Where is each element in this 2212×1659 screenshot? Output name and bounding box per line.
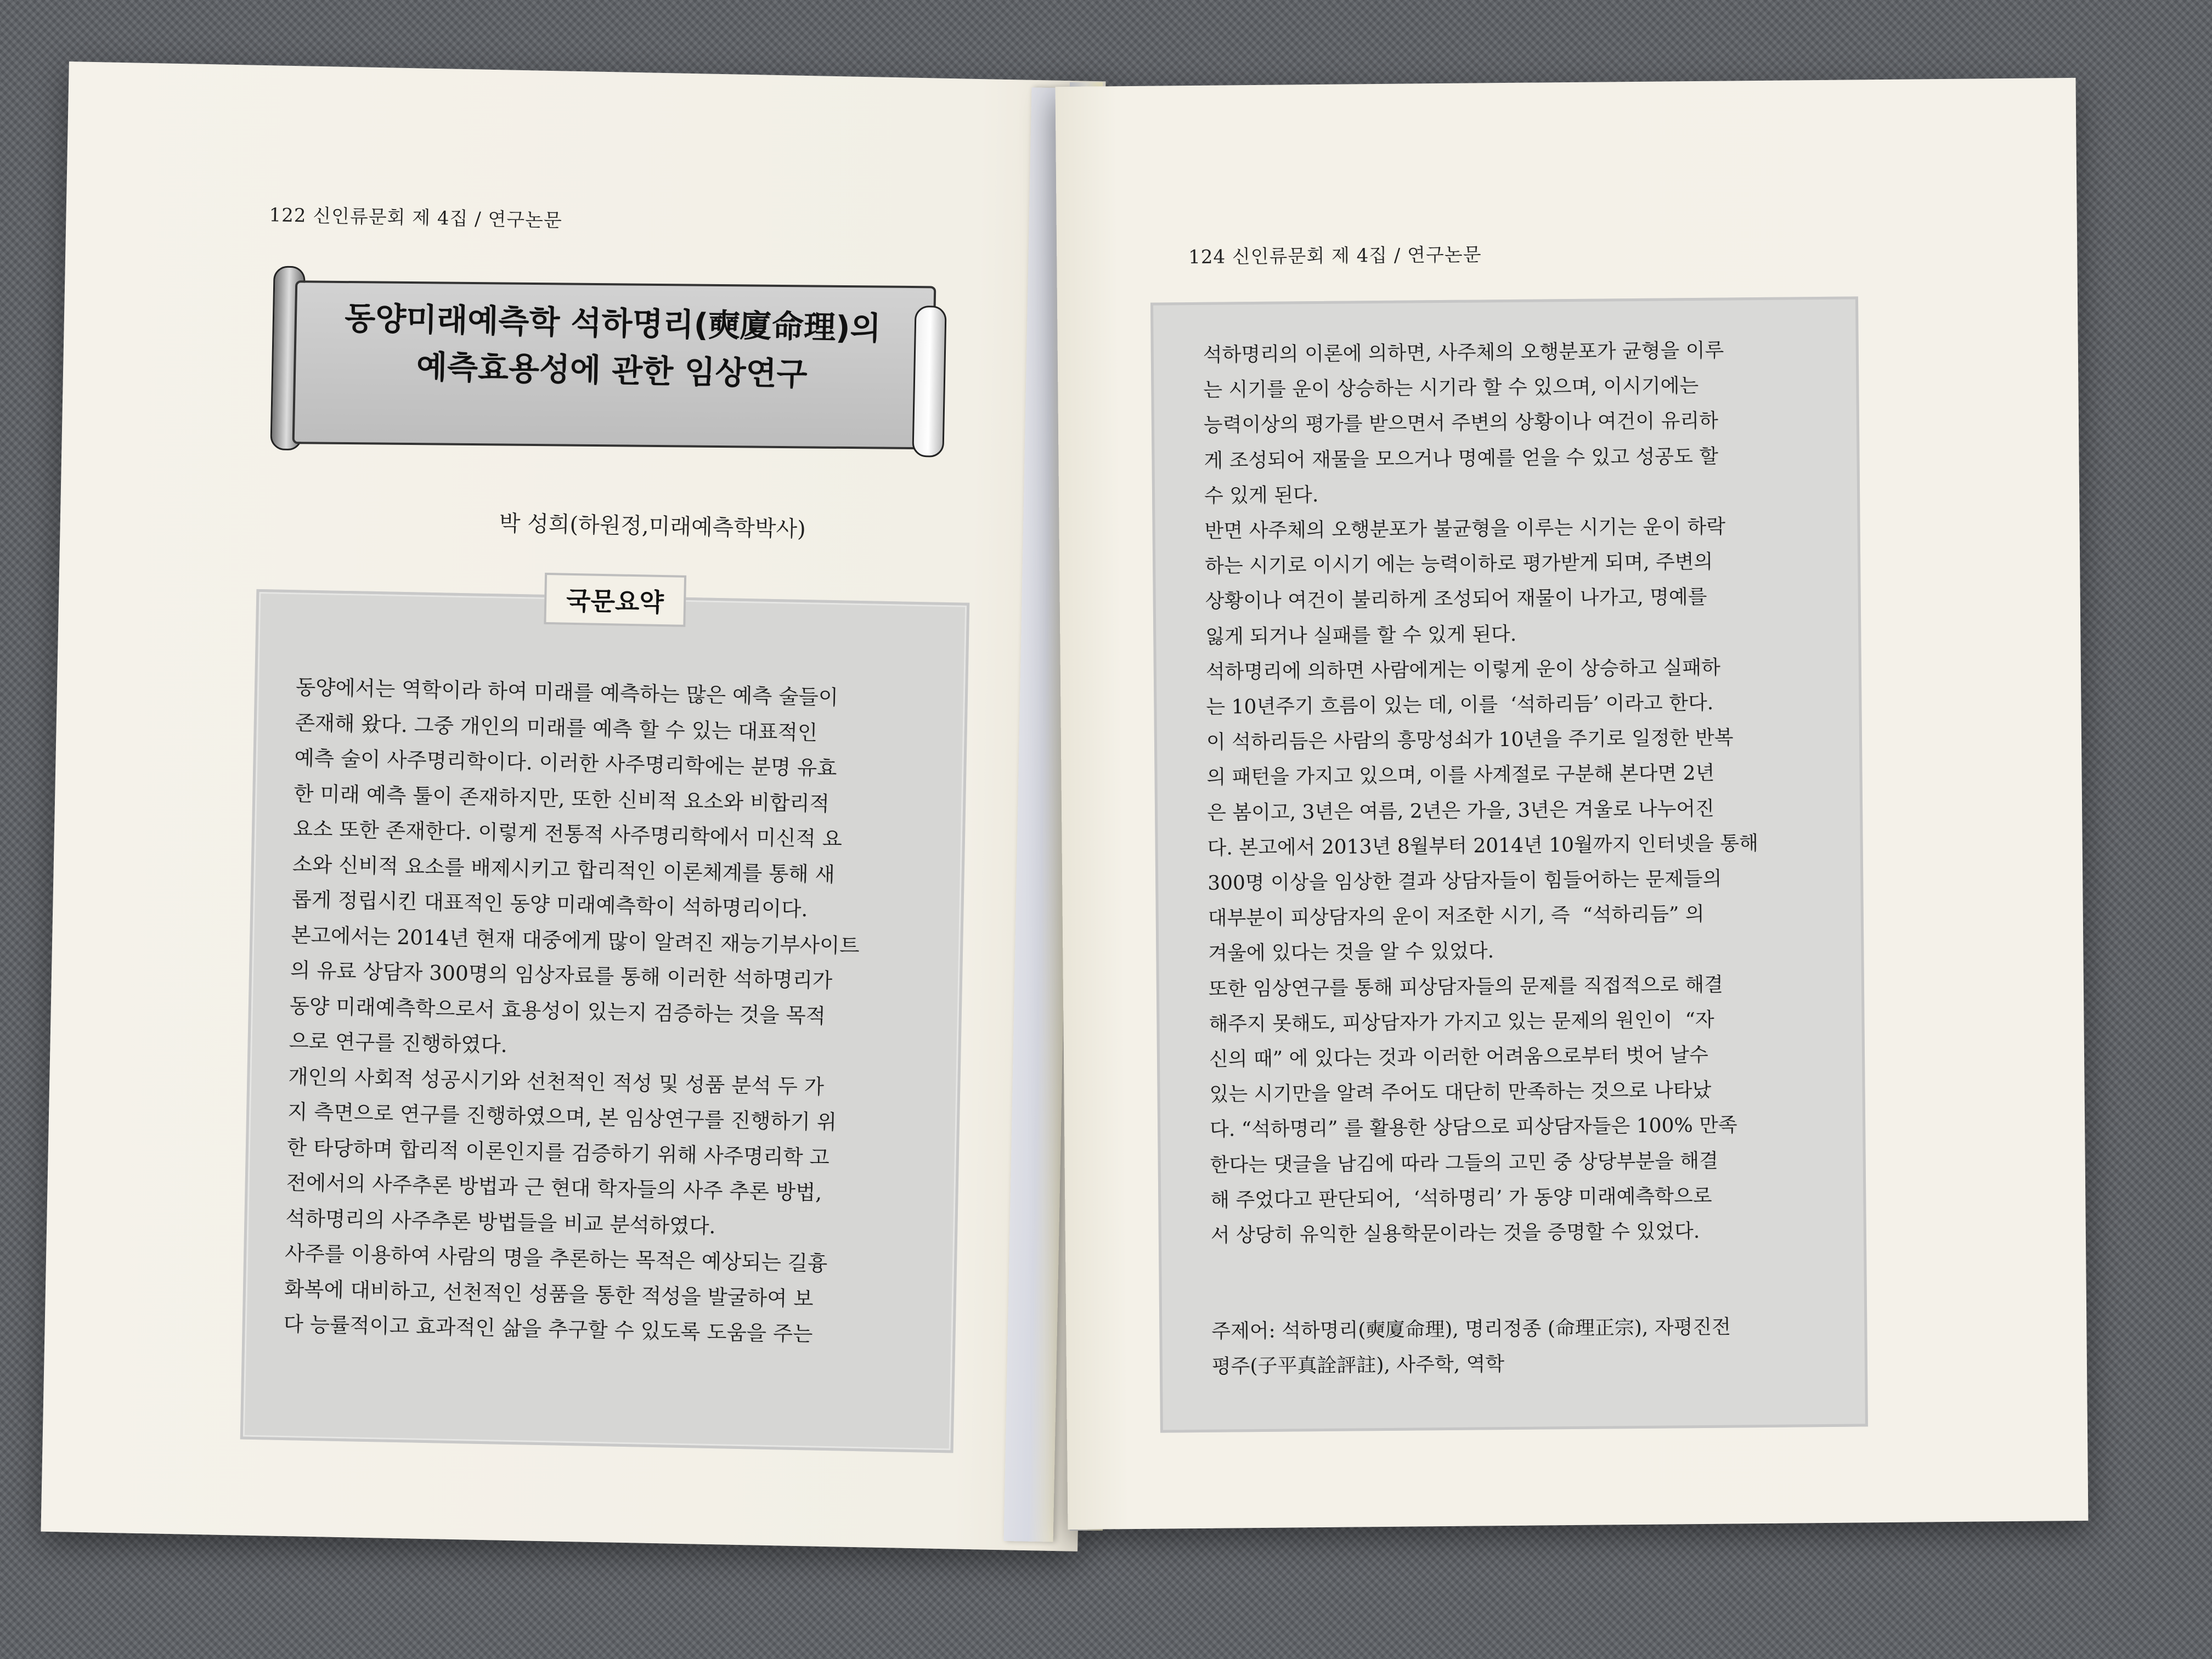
text-line: 하는 시기로 이시기 에는 능력이하로 평가받게 되며, 주변의: [1205, 550, 1713, 578]
abstract-text: [283, 669, 865, 1352]
text-line: 으로 연구를 진행하였다.: [289, 1029, 508, 1057]
abstract-label: 국문요약: [544, 573, 686, 627]
text-line: 전에서의 사주추론 방법과 근 현대 학자들의 사주 추론 방법,: [286, 1170, 822, 1205]
text-line: 화복에 대비하고, 선천적인 성품을 통한 적성을 발굴하여 보: [284, 1276, 814, 1311]
text-line: 서 상당히 유익한 실용학문이라는 것을 증명할 수 있었다.: [1210, 1220, 1700, 1247]
text-line: 대부분이 피상담자의 운이 저조한 시기, 즉 “석하리듬” 의: [1207, 903, 1705, 930]
text-line: 한다는 댓글을 남김에 따라 그들의 고민 중 상당부분을 해결: [1210, 1149, 1719, 1177]
text-line: 지 측면으로 연구를 진행하였으며, 본 임상연구를 진행하기 위: [287, 1099, 837, 1135]
text-line: 주제어: 석하명리(奭廈命理), 명리정종 (命理正宗), 자평진전: [1211, 1316, 1731, 1343]
text-line: 이 석하리듬은 사람의 흥망성쇠가 10년을 주기로 일정한 반복: [1206, 726, 1734, 754]
text-line: 게 조성되어 재물을 모으거나 명예를 얻을 수 있고 성공도 할: [1204, 445, 1719, 472]
text-line: 의 패턴을 가지고 있으며, 이를 사계절로 구분해 본다면 2년: [1206, 762, 1715, 789]
running-head-right: 124 신인류문회 제 4집 / 연구논문: [1188, 244, 1482, 269]
text-line: 롭게 정립시킨 대표적인 동양 미래예측학이 석하명리이다.: [291, 887, 808, 922]
body-text: [1203, 333, 1762, 1254]
text-line: 본고에서는 2014년 현재 대중에게 많이 알려진 재능기부사이트: [290, 922, 860, 958]
text-line: 다. “석하명리” 를 활용한 상담으로 피상담자들은 100% 만족: [1209, 1114, 1737, 1142]
text-line: 한 타당하며 합리적 이론인지를 검증하기 위해 사주명리학 고: [286, 1135, 830, 1170]
scroll-roll-right: [912, 306, 946, 458]
text-line: 평주(子平真詮評註), 사주학, 역학: [1211, 1353, 1505, 1378]
text-line: 소와 신비적 요소를 배제시키고 합리적인 이론체계를 통해 새: [292, 851, 836, 887]
text-line: 석하명리에 의하면 사람에게는 이렇게 운이 상승하고 실패하: [1205, 656, 1721, 684]
text-line: 수 있게 된다.: [1204, 483, 1319, 507]
text-line: 석하명리의 사주추론 방법들을 비교 분석하였다.: [285, 1205, 716, 1238]
right-page: [1056, 78, 2089, 1530]
abstract-box: [240, 585, 970, 1453]
text-line: 다 능률적이고 효과적인 삶을 추구할 수 있도록 도움을 주는: [283, 1312, 813, 1346]
article-title: [315, 294, 910, 400]
text-line: 해 주었다고 판단되어, ‘석하명리’ 가 동양 미래예측학으로: [1210, 1184, 1712, 1212]
text-line: 다. 본고에서 2013년 8월부터 2014년 10월까지 인터넷을 통해: [1207, 832, 1759, 860]
left-page: [41, 61, 1105, 1551]
text-line: 요소 또한 존재한다. 이렇게 전통적 사주명리학에서 미신적 요: [292, 816, 843, 851]
text-line: 상황이나 여건이 불리하게 조성되어 재물이 나가고, 명예를: [1205, 586, 1707, 613]
text-line: 는 시기를 운이 상승하는 시기라 할 수 있으며, 이시기에는: [1203, 375, 1699, 402]
text-line: 석하명리의 이론에 의하면, 사주체의 오행분포가 균형을 이루: [1203, 339, 1724, 366]
title-scroll-banner: [259, 255, 960, 476]
text-line: 동양 미래예측학으로서 효용성이 있는지 검증하는 것을 목적: [289, 993, 826, 1028]
text-line: 또한 임상연구를 통해 피상담자들의 문제를 직접적으로 해결: [1208, 973, 1724, 1001]
text-line: 의 유료 상담자 300명의 임상자료를 통해 이러한 석하명리가: [290, 958, 833, 993]
text-line: 한 미래 예측 툴이 존재하지만, 또한 신비적 요소와 비합리적: [293, 781, 830, 816]
text-line: 300명 이상을 임상한 결과 상담자들이 힘들어하는 문제들의: [1207, 867, 1722, 895]
text-line: 해주지 못해도, 피상담자가 가지고 있는 문제의 원인이 “자: [1209, 1008, 1714, 1036]
text-line: 신의 때” 에 있다는 것과 이러한 어려움으로부터 벗어 날수: [1209, 1043, 1709, 1071]
author-byline: 박 성희(하원정,미래예측학박사): [499, 511, 806, 543]
text-line: 사주를 이용하여 사람의 명을 추론하는 목적은 예상되는 길흉: [284, 1241, 828, 1276]
title-line: 예측효용성에 관한 임상연구: [416, 348, 808, 393]
title-line: 동양미래예측학 석하명리(奭廈命理)의: [344, 299, 882, 347]
text-line: 반면 사주체의 오행분포가 불균형을 이루는 시기는 운이 하락: [1204, 515, 1726, 543]
text-line: 겨울에 있다는 것을 알 수 있었다.: [1208, 940, 1494, 966]
keywords: [1211, 1310, 1731, 1385]
text-line: 개인의 사회적 성공시기와 선천적인 적성 및 성품 분석 두 가: [288, 1064, 825, 1099]
text-line: 있는 시기만을 알려 주어도 대단히 만족하는 것으로 나타났: [1209, 1079, 1712, 1107]
text-line: 잃게 되거나 실패를 할 수 있게 된다.: [1205, 623, 1517, 648]
text-box: [1150, 296, 1868, 1432]
text-line: 동양에서는 역학이라 하여 미래를 예측하는 많은 예측 술들이: [295, 675, 839, 710]
text-line: 는 10년주기 흐름이 있는 데, 이를 ‘석하리듬’ 이라고 한다.: [1206, 691, 1714, 719]
text-line: 존재해 왔다. 그중 개인의 미래를 예측 할 수 있는 대표적인: [295, 710, 818, 745]
text-line: 예측 술이 사주명리학이다. 이러한 사주명리학에는 분명 유효: [294, 746, 837, 781]
running-head-left: 122 신인류문회 제 4집 / 연구논문: [269, 204, 563, 232]
text-line: 은 봄이고, 3년은 여름, 2년은 가을, 3년은 겨울로 나누어진: [1206, 797, 1715, 825]
text-line: 능력이상의 평가를 받으면서 주변의 상황이나 여건이 유리하: [1203, 410, 1719, 437]
